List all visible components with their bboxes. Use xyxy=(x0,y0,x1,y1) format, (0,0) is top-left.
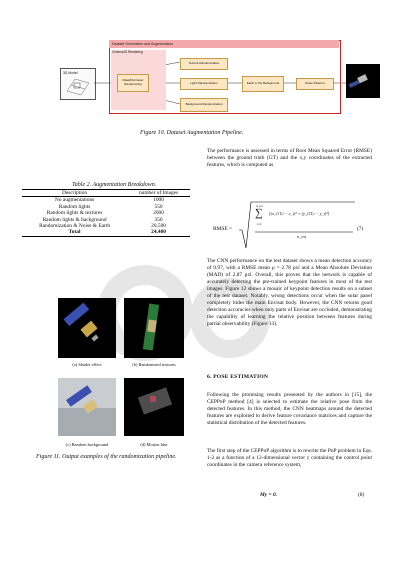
eq7-body: [(x_GT,i − x_i)² + (y_GT,i − y_i)²] xyxy=(269,211,330,216)
panel-shader-effect xyxy=(58,298,116,358)
eq7-sum-bottom: i=1 xyxy=(257,222,262,226)
table-cell: Random lights xyxy=(58,203,91,210)
table-row xyxy=(22,197,190,204)
paragraph-rmse-intro: The performance is assessed in terms of Root Mean Squared Error (RMSE) between the ground truth (GT) and the x,y coordinates of the extracted features, which is computed as xyxy=(207,148,372,168)
subcaption-b: (b) Randomized textures xyxy=(132,362,176,367)
satellite-image-icon xyxy=(124,298,184,358)
eq7-denominator: n_tot xyxy=(297,234,307,239)
noise-patterns-box: Noise Patterns xyxy=(296,78,334,90)
table-cell: 2000 xyxy=(153,210,164,217)
satellite-render-icon xyxy=(346,64,380,98)
texture-randomization-box: Texture Randomization xyxy=(180,58,228,70)
panel-motion-blur xyxy=(124,378,184,436)
subcaption-d: (d) Motion blur xyxy=(140,442,168,447)
augmentation-table xyxy=(22,189,190,237)
satellite-image-icon xyxy=(58,378,116,436)
table-cell: No augmentations xyxy=(54,197,95,204)
eq7-number: (7) xyxy=(357,226,364,232)
table-header: number of Images xyxy=(127,190,190,197)
paragraph-ceppnp: Following the promising results presented by the authors in [15], the CEPPnP method [4] is selected to estimate the relative pose from the detected features. In this method, the CNN heatmaps around the detected features are exploited to derive feature covariance matrices and capture the statistical distribution of the detected features. xyxy=(207,392,372,426)
table-header-row xyxy=(22,190,190,197)
section-heading-pose-estimation: 6. POSE ESTIMATION xyxy=(207,374,269,380)
table-cell: 24,400 xyxy=(127,229,190,236)
model-label: 3D Model xyxy=(63,71,78,75)
equation-8: My = 0. xyxy=(260,492,277,498)
satellite-image-icon xyxy=(124,378,184,436)
eq7-lhs: RMSE = xyxy=(213,226,233,232)
pipeline-header: Dataset Generation and Augmentation xyxy=(109,40,339,48)
eq7-sum: ∑ xyxy=(255,207,263,219)
mask-randomizing-box: Mask/Perimeter Randomizing xyxy=(117,74,149,92)
table-cell: Random lights & background xyxy=(42,216,107,223)
satellite-image-icon xyxy=(58,298,116,358)
paragraph-pnp-rewrite: The first step of the CEPPnP algorithm is to rewrite the PnP problem in Eqs. 1-2 as a function of a 12-dimensional vector y containing the control point coordinates in the camera reference system, xyxy=(207,448,372,468)
table-2-caption: Table 2. Augmentation Breakdown. xyxy=(72,182,157,188)
augmented-output-image xyxy=(346,64,380,98)
eq8-number: (8) xyxy=(358,492,365,498)
table-cell: Total xyxy=(22,229,127,236)
table-cell: 550 xyxy=(154,203,163,210)
light-randomization-box: Light Randomization xyxy=(180,78,228,90)
table-cell: Random lights & textures xyxy=(46,210,103,217)
table-cell: 350 xyxy=(154,216,163,223)
background-randomization-box: Background Randomization xyxy=(180,98,228,112)
subcaption-a: (a) Shader effect xyxy=(72,362,102,367)
panel-randomized-textures xyxy=(124,298,184,358)
rendering-label: Cinema4D Rendering xyxy=(112,50,143,54)
table-total-row xyxy=(22,229,190,236)
table-cell: 20,500 xyxy=(151,223,166,230)
table-cell: 1000 xyxy=(153,197,164,204)
figure-11-label: Figure 11. xyxy=(36,454,61,460)
equation-7 xyxy=(207,196,372,256)
figure-10-pipeline xyxy=(60,28,350,126)
table-header: Description xyxy=(22,190,127,197)
panel-random-background xyxy=(58,378,116,436)
table-cell: Randomization & Noise & Earth xyxy=(39,223,111,230)
eq7-sum-top: n_tot xyxy=(256,204,263,208)
paragraph-cnn-results: The CNN performance on the test dataset shows a mean detection accuracy of 0.97, with a RMSE mean μ = 2.78 pxl and a Mean Absolute Deviation (MAD) of 2.87 pxl. Overall, this proves that the network is capable of accurately detecting the pre-trained keypoint features in most of the test images. Figure 12 shows a mosaic of keypoint detection results on a subset of the test dataset. Notably, wrong detections occur when the solar panel completely hides the main Envisat body. However, the CNN returns good detection accuracies when only parts of Envisat are occluded, demonstrating the capability of learning the relative position between features during partial observability (Figure 13). xyxy=(207,258,372,327)
earth-background-box: Earth in the Background xyxy=(242,76,284,92)
figure-10-caption: Figure 10. Dataset Augmentation Pipeline. xyxy=(140,130,244,136)
subcaption-c: (c) Random background xyxy=(65,442,109,447)
figure-11-text: Output examples of the randomization pipeline. xyxy=(62,454,177,460)
figure-11-caption xyxy=(36,454,186,461)
